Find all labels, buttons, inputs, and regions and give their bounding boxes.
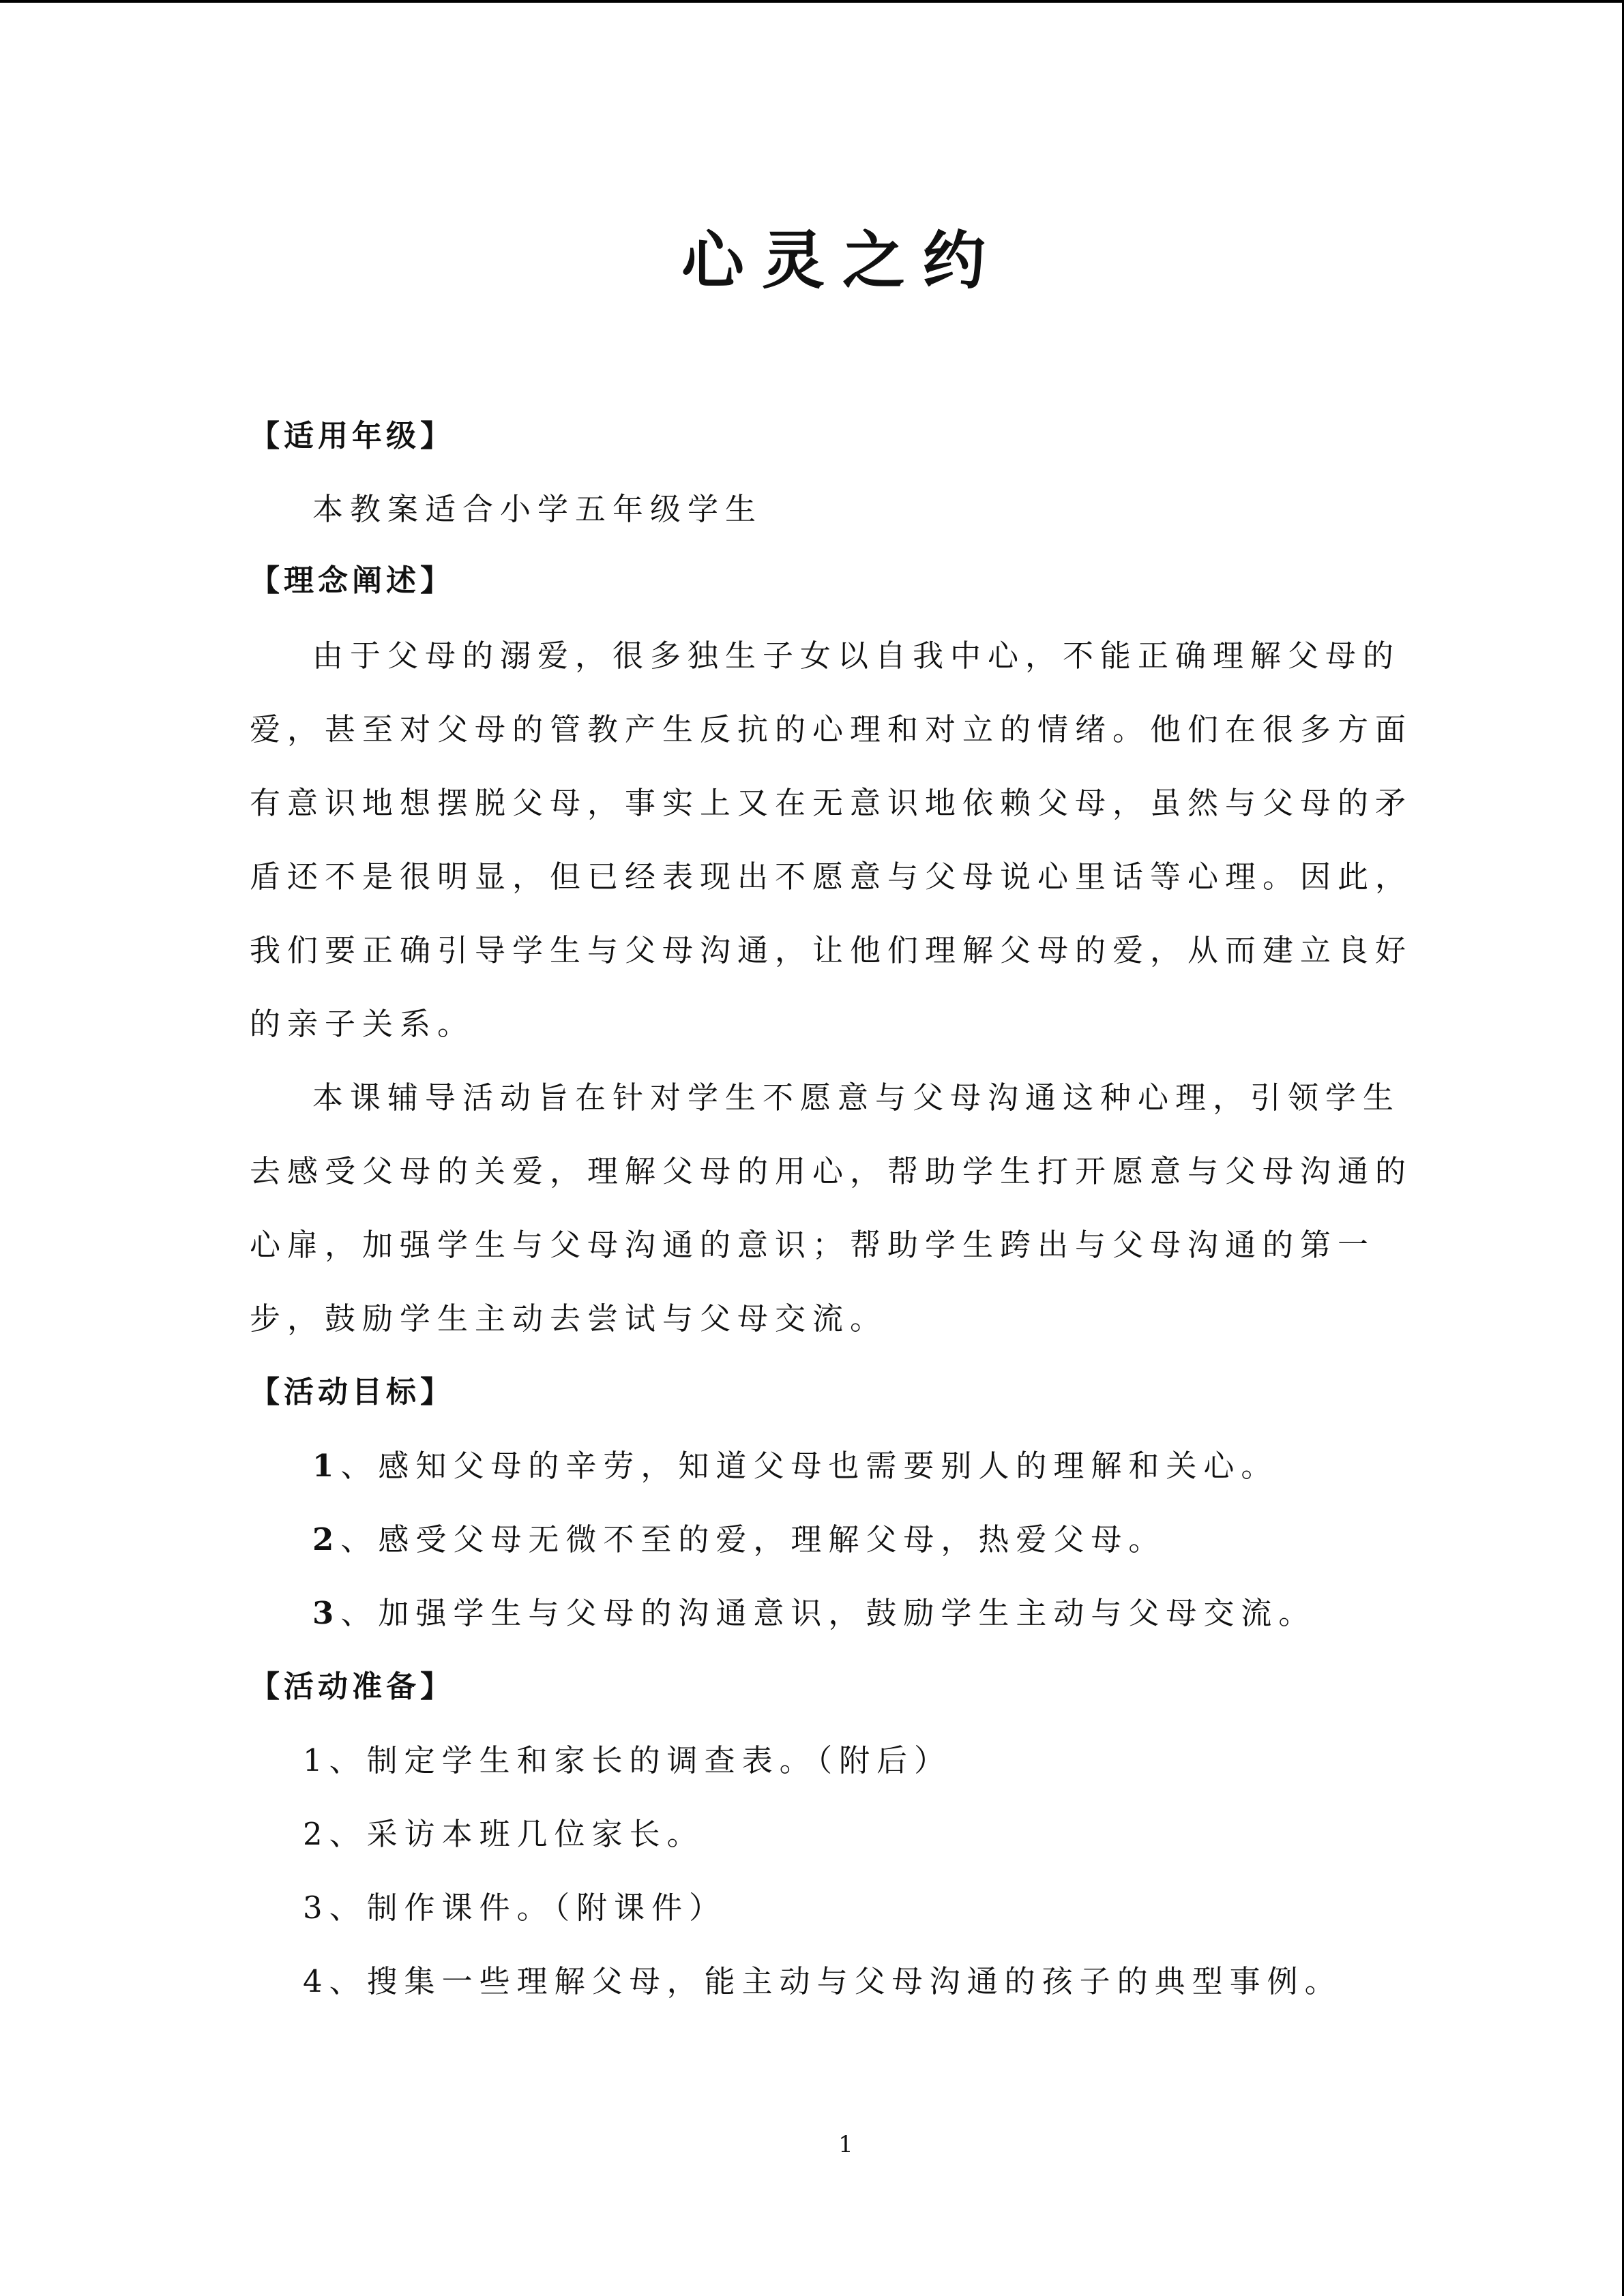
concept-para1-line: 有意识地想摆脱父母，事实上又在无意识地依赖父母，虽然与父母的矛 [250, 785, 1413, 821]
prep-item: 2、采访本班几位家长。 [303, 1816, 705, 1852]
concept-para2-line: 心扉，加强学生与父母沟通的意识；帮助学生跨出与父母沟通的第一 [250, 1227, 1376, 1263]
concept-para2-line: 本课辅导活动旨在针对学生不愿意与父母沟通这种心理，引领学生 [312, 1079, 1401, 1116]
goal-text: 、感知父母的辛劳，知道父母也需要别人的理解和关心。 [340, 1448, 1279, 1484]
goal-number: 3 [312, 1595, 341, 1631]
prep-item: 4、搜集一些理解父母，能主动与父母沟通的孩子的典型事例。 [303, 1963, 1342, 1999]
concept-para1-line: 爱，甚至对父母的管教产生反抗的心理和对立的情绪。他们在很多方面 [250, 711, 1413, 747]
section-heading-grade: 【适用年级】 [250, 419, 454, 453]
concept-para1-line: 的亲子关系。 [250, 1006, 475, 1042]
top-border-rule [0, 0, 1624, 3]
goal-item [312, 1519, 1166, 1560]
goal-item [312, 1593, 1316, 1634]
goal-number: 1 [312, 1448, 341, 1484]
page-title: 心灵之约 [681, 224, 1003, 297]
goal-item [312, 1446, 1278, 1487]
section-heading-prep: 【活动准备】 [250, 1669, 454, 1704]
page-number: 1 [838, 2131, 853, 2158]
section-heading-goals: 【活动目标】 [250, 1375, 454, 1410]
concept-para2-line: 步，鼓励学生主动去尝试与父母交流。 [250, 1300, 888, 1337]
concept-para1-line: 由于父母的溺爱，很多独生子女以自我中心，不能正确理解父母的 [312, 638, 1401, 674]
goal-text: 、感受父母无微不至的爱，理解父母，热爱父母。 [340, 1521, 1166, 1557]
prep-item: 3、制作课件。（附课件） [303, 1890, 727, 1926]
concept-para2-line: 去感受父母的关爱，理解父母的用心，帮助学生打开愿意与父母沟通的 [250, 1153, 1413, 1189]
concept-para1-line: 盾还不是很明显，但已经表现出不愿意与父母说心里话等心理。因此， [250, 859, 1413, 895]
goal-text: 、加强学生与父母的沟通意识，鼓励学生主动与父母交流。 [340, 1595, 1316, 1631]
prep-item: 1、制定学生和家长的调查表。（附后） [303, 1742, 952, 1778]
grade-text: 本教案适合小学五年级学生 [312, 491, 763, 527]
concept-para1-line: 我们要正确引导学生与父母沟通，让他们理解父母的爱，从而建立良好 [250, 932, 1413, 968]
goal-number: 2 [312, 1521, 341, 1557]
section-heading-concept: 【理念阐述】 [250, 563, 454, 598]
